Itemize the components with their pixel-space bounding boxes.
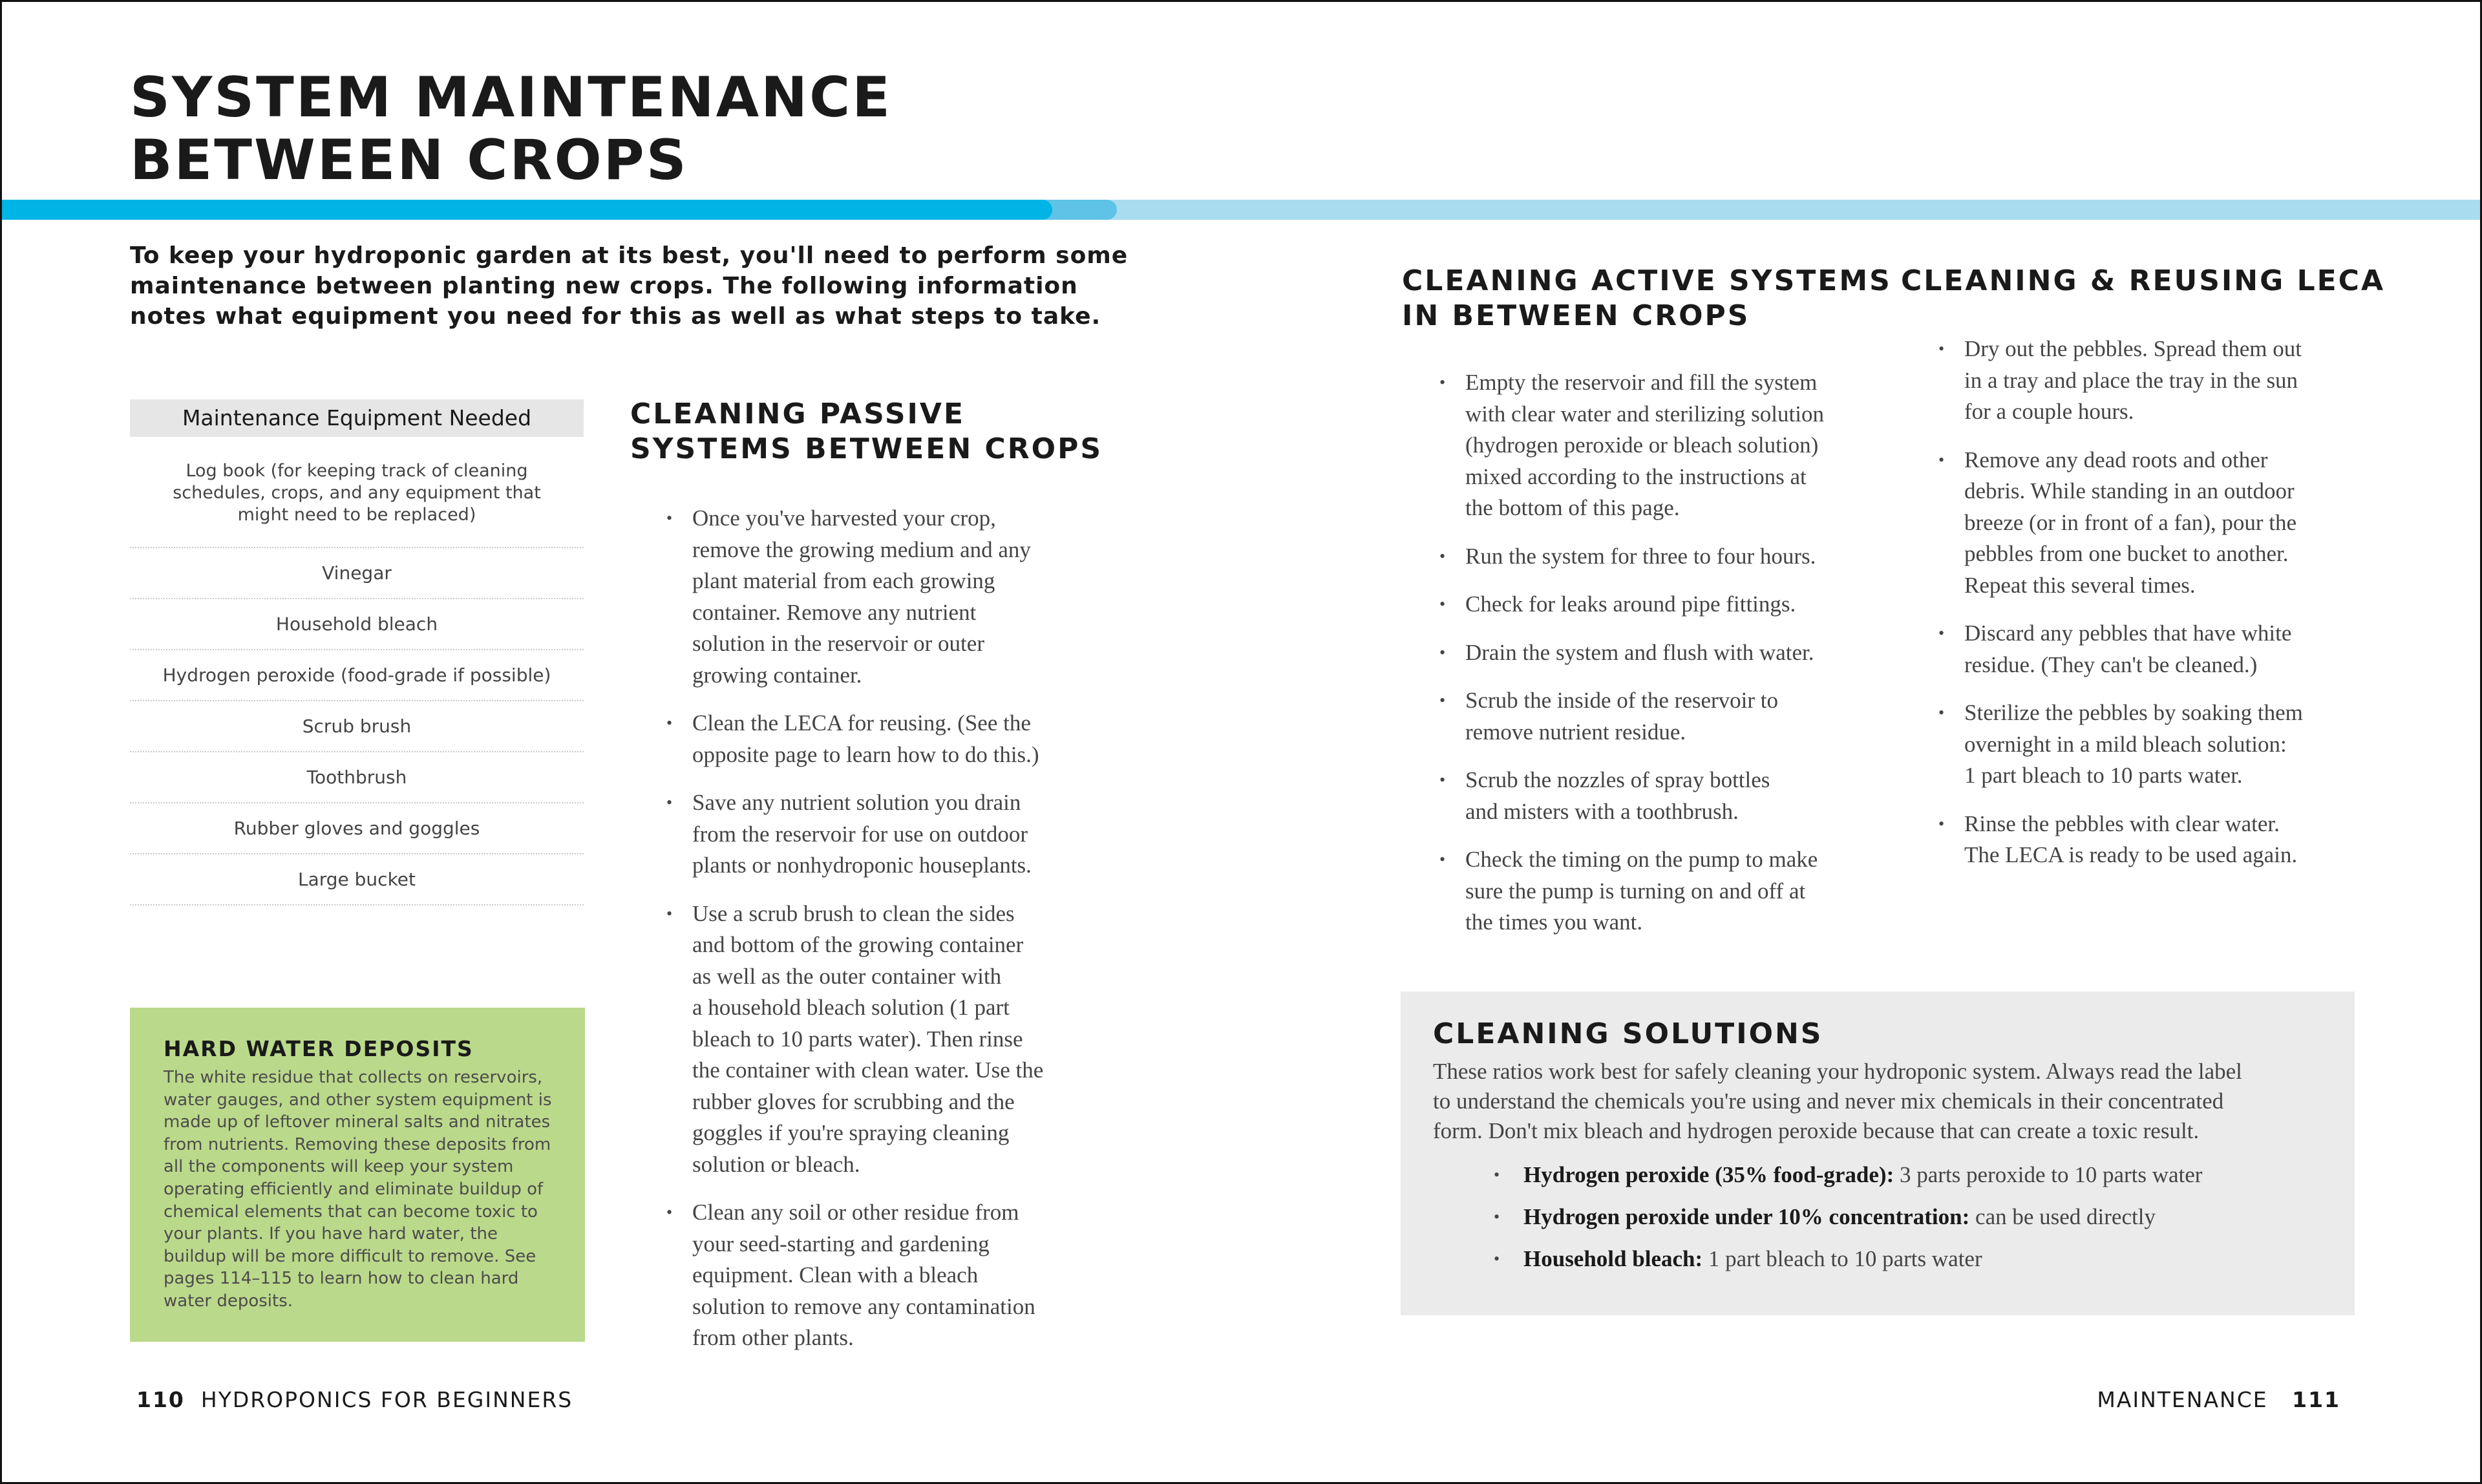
active-heading xyxy=(1402,264,1892,334)
page-number-left: 110 xyxy=(136,1387,185,1412)
leca-step-line: in a tray and place the tray in the sun xyxy=(1964,367,2298,393)
passive-step-line: plant material from each growing xyxy=(692,568,995,593)
footer-left xyxy=(136,1387,573,1412)
passive-step xyxy=(665,503,1130,691)
passive-heading-line1: CLEANING PASSIVE xyxy=(630,398,966,430)
passive-step-line: container. Remove any nutrient xyxy=(692,599,977,625)
passive-step-line: a household bleach solution (1 part xyxy=(692,995,1010,1020)
solution-value: 1 part bleach to 10 parts water xyxy=(1708,1246,1982,1271)
leca-step-line: 1 part bleach to 10 parts water. xyxy=(1964,763,2243,788)
solution-item xyxy=(1523,1196,2321,1238)
passive-step-line: and bottom of the growing container xyxy=(692,932,1024,957)
leca-step xyxy=(1937,334,2390,428)
passive-step-line: bleach to 10 parts water). Then rinse xyxy=(692,1026,1023,1052)
header-bar-dark xyxy=(2,200,1052,220)
leca-step xyxy=(1937,809,2390,871)
solution-value: 3 parts peroxide to 10 parts water xyxy=(1900,1162,2203,1187)
leca-step xyxy=(1937,618,2390,681)
leca-step-line: • Discard any pebbles that have white xyxy=(1964,620,2292,646)
passive-step-line: solution in the reservoir or outer xyxy=(692,631,984,656)
equipment-item: Scrub brush xyxy=(130,701,584,752)
book-title: HYDROPONICS FOR BEGINNERS xyxy=(200,1387,573,1412)
passive-step xyxy=(665,708,1130,770)
active-step-line: • Empty the reservoir and fill the system xyxy=(1465,370,1818,395)
passive-heading-line2: SYSTEMS BETWEEN CROPS xyxy=(630,432,1103,465)
solution-value: can be used directly xyxy=(1975,1204,2156,1229)
active-step-line: • Drain the system and flush with water. xyxy=(1465,639,1814,665)
equipment-item: Large bucket xyxy=(130,854,584,906)
hard-water-sidebar xyxy=(130,1008,585,1342)
solutions-text-line: to understand the chemicals you're using and never mix chemicals in their concentrated xyxy=(1433,1088,2224,1114)
passive-step-line: • Once you've harvested your crop, xyxy=(692,505,996,531)
passive-step-line: rubber gloves for scrubbing and the xyxy=(692,1088,1015,1114)
active-step-line: remove nutrient residue. xyxy=(1465,719,1686,745)
active-step-line: • Scrub the inside of the reservoir to xyxy=(1465,688,1779,713)
passive-step-line: goggles if you're spraying cleaning xyxy=(692,1120,1010,1145)
passive-step-line: equipment. Clean with a bleach xyxy=(692,1262,979,1288)
passive-step-line: from the reservoir for use on outdoor xyxy=(692,821,1028,847)
active-step-line: • Scrub the nozzles of spray bottles xyxy=(1465,767,1770,792)
leca-step-line: debris. While standing in an outdoor xyxy=(1964,478,2295,504)
active-step-line: and misters with a toothbrush. xyxy=(1465,798,1739,824)
active-step-line: (hydrogen peroxide or bleach solution) xyxy=(1465,432,1819,458)
solutions-text-line: These ratios work best for safely cleaning your hydroponic system. Always read the label xyxy=(1433,1059,2242,1084)
equipment-item: Vinegar xyxy=(130,548,584,599)
active-step xyxy=(1438,685,1891,748)
solution-item xyxy=(1523,1238,2321,1280)
leca-step-line: • Sterilize the pebbles by soaking them xyxy=(1964,700,2303,725)
passive-step-line: solution or bleach. xyxy=(692,1151,860,1177)
page-title-line2: BETWEEN CROPS xyxy=(130,128,688,193)
active-step xyxy=(1438,541,1891,573)
active-step-line: sure the pump is turning on and off at xyxy=(1465,878,1806,904)
active-steps-list xyxy=(1438,367,1891,938)
solution-label: Hydrogen peroxide under 10% concentration: xyxy=(1523,1204,1970,1229)
equipment-item: Rubber gloves and goggles xyxy=(130,803,584,854)
active-step-line: the bottom of this page. xyxy=(1465,495,1680,520)
leca-step-line: pebbles from one bucket to another. xyxy=(1964,541,2289,566)
solution-label: Hydrogen peroxide (35% food-grade): xyxy=(1523,1162,1894,1187)
passive-heading xyxy=(630,397,1103,467)
active-step-line: • Check the timing on the pump to make xyxy=(1465,847,1818,872)
passive-step xyxy=(665,898,1130,1181)
active-step-line: • Run the system for three to four hours. xyxy=(1465,543,1816,569)
solutions-text xyxy=(1433,1057,2321,1146)
solutions-list xyxy=(1433,1154,2321,1280)
passive-step-line: • Use a scrub brush to clean the sides xyxy=(692,900,1015,926)
passive-step xyxy=(665,787,1130,882)
leca-step-line: for a couple hours. xyxy=(1964,399,2134,424)
leca-step xyxy=(1937,445,2390,602)
passive-step-line: opposite page to learn how to do this.) xyxy=(692,741,1039,767)
active-step xyxy=(1438,589,1891,620)
equipment-table-header: Maintenance Equipment Needed xyxy=(130,399,584,437)
leca-step-line: breeze (or in front of a fan), pour the xyxy=(1964,509,2297,535)
passive-steps-list xyxy=(665,503,1130,1354)
equipment-table xyxy=(130,399,584,906)
solutions-text-line: form. Don't mix bleach and hydrogen peroxide because that can create a toxic result. xyxy=(1433,1118,2200,1143)
page-title xyxy=(130,67,892,192)
passive-step-line: remove the growing medium and any xyxy=(692,536,1031,562)
equipment-item: Household bleach xyxy=(130,599,584,650)
leca-step xyxy=(1937,697,2390,792)
passive-step-line: growing container. xyxy=(692,662,862,688)
leca-step-line: • Dry out the pebbles. Spread them out xyxy=(1964,336,2302,361)
solution-label: Household bleach: xyxy=(1523,1246,1703,1271)
passive-step-line: solution to remove any contamination xyxy=(692,1293,1035,1319)
leca-step-line: residue. (They can't be cleaned.) xyxy=(1964,652,2258,677)
page-number-right: 111 xyxy=(2292,1387,2340,1412)
leca-steps-list xyxy=(1937,334,2390,871)
leca-step-line: The LECA is ready to be used again. xyxy=(1964,842,2298,867)
passive-step-line: as well as the outer container with xyxy=(692,963,1002,989)
passive-step-line: • Clean any soil or other residue from xyxy=(692,1200,1019,1225)
active-step xyxy=(1438,844,1891,938)
passive-step-line: • Save any nutrient solution you drain xyxy=(692,790,1021,815)
leca-step-line: overnight in a mild bleach solution: xyxy=(1964,731,2287,757)
hard-water-title: HARD WATER DEPOSITS xyxy=(164,1036,474,1061)
leca-heading-line1: CLEANING & REUSING LECA xyxy=(1901,264,2386,297)
chapter-title: MAINTENANCE xyxy=(2097,1387,2268,1412)
hard-water-text: The white residue that collects on reservoirs, water gauges, and other system equipment is made up of leftover mineral salts and nitrates from nutrients. Removing these deposits from all the components will keep your system operating efficiently and eliminate buildup of chemical elements that can become toxic to your plants. If you have hard water, the buildup will be more difficult to remove. See pages 114–115 to learn how to clean hard water deposits. xyxy=(164,1068,552,1311)
active-heading-line2: IN BETWEEN CROPS xyxy=(1402,299,1750,332)
passive-step-line: your seed-starting and gardening xyxy=(692,1231,990,1256)
active-step-line: with clear water and sterilizing solution xyxy=(1465,401,1824,427)
passive-step-line: • Clean the LECA for reusing. (See the xyxy=(692,710,1031,736)
passive-step-line: the container with clean water. Use the xyxy=(692,1057,1044,1083)
active-step xyxy=(1438,765,1891,827)
active-step-line: • Check for leaks around pipe fittings. xyxy=(1465,591,1796,617)
equipment-item: Hydrogen peroxide (food-grade if possible) xyxy=(130,650,584,701)
active-step-line: the times you want. xyxy=(1465,909,1643,935)
passive-step-line: plants or nonhydroponic houseplants. xyxy=(692,853,1032,878)
intro-text: To keep your hydroponic garden at its best, you'll need to perform some maintenance between planting new crops. The following information notes what equipment you need for this as well as what steps to take. xyxy=(130,242,1129,330)
active-step xyxy=(1438,367,1891,524)
leca-step-line: • Remove any dead roots and other xyxy=(1964,447,2268,472)
leca-step-line: • Rinse the pebbles with clear water. xyxy=(1964,811,2280,836)
equipment-item: Toothbrush xyxy=(130,752,584,803)
passive-step-line: from other plants. xyxy=(692,1325,854,1350)
equipment-item: Log book (for keeping track of cleaning schedules, crops, and any equipment that might need to be replaced) xyxy=(130,437,584,548)
passive-step xyxy=(665,1197,1130,1354)
page-title-line1: SYSTEM MAINTENANCE xyxy=(130,65,892,130)
footer-right xyxy=(2097,1387,2340,1412)
active-step xyxy=(1438,637,1891,669)
solution-item xyxy=(1523,1154,2321,1196)
leca-step-line: Repeat this several times. xyxy=(1964,572,2196,598)
active-step-line: mixed according to the instructions at xyxy=(1465,463,1807,489)
leca-heading xyxy=(1901,264,2385,299)
cleaning-solutions-box xyxy=(1401,991,2355,1315)
active-heading-line1: CLEANING ACTIVE SYSTEMS xyxy=(1402,264,1892,297)
solutions-heading: CLEANING SOLUTIONS xyxy=(1433,1017,1823,1050)
